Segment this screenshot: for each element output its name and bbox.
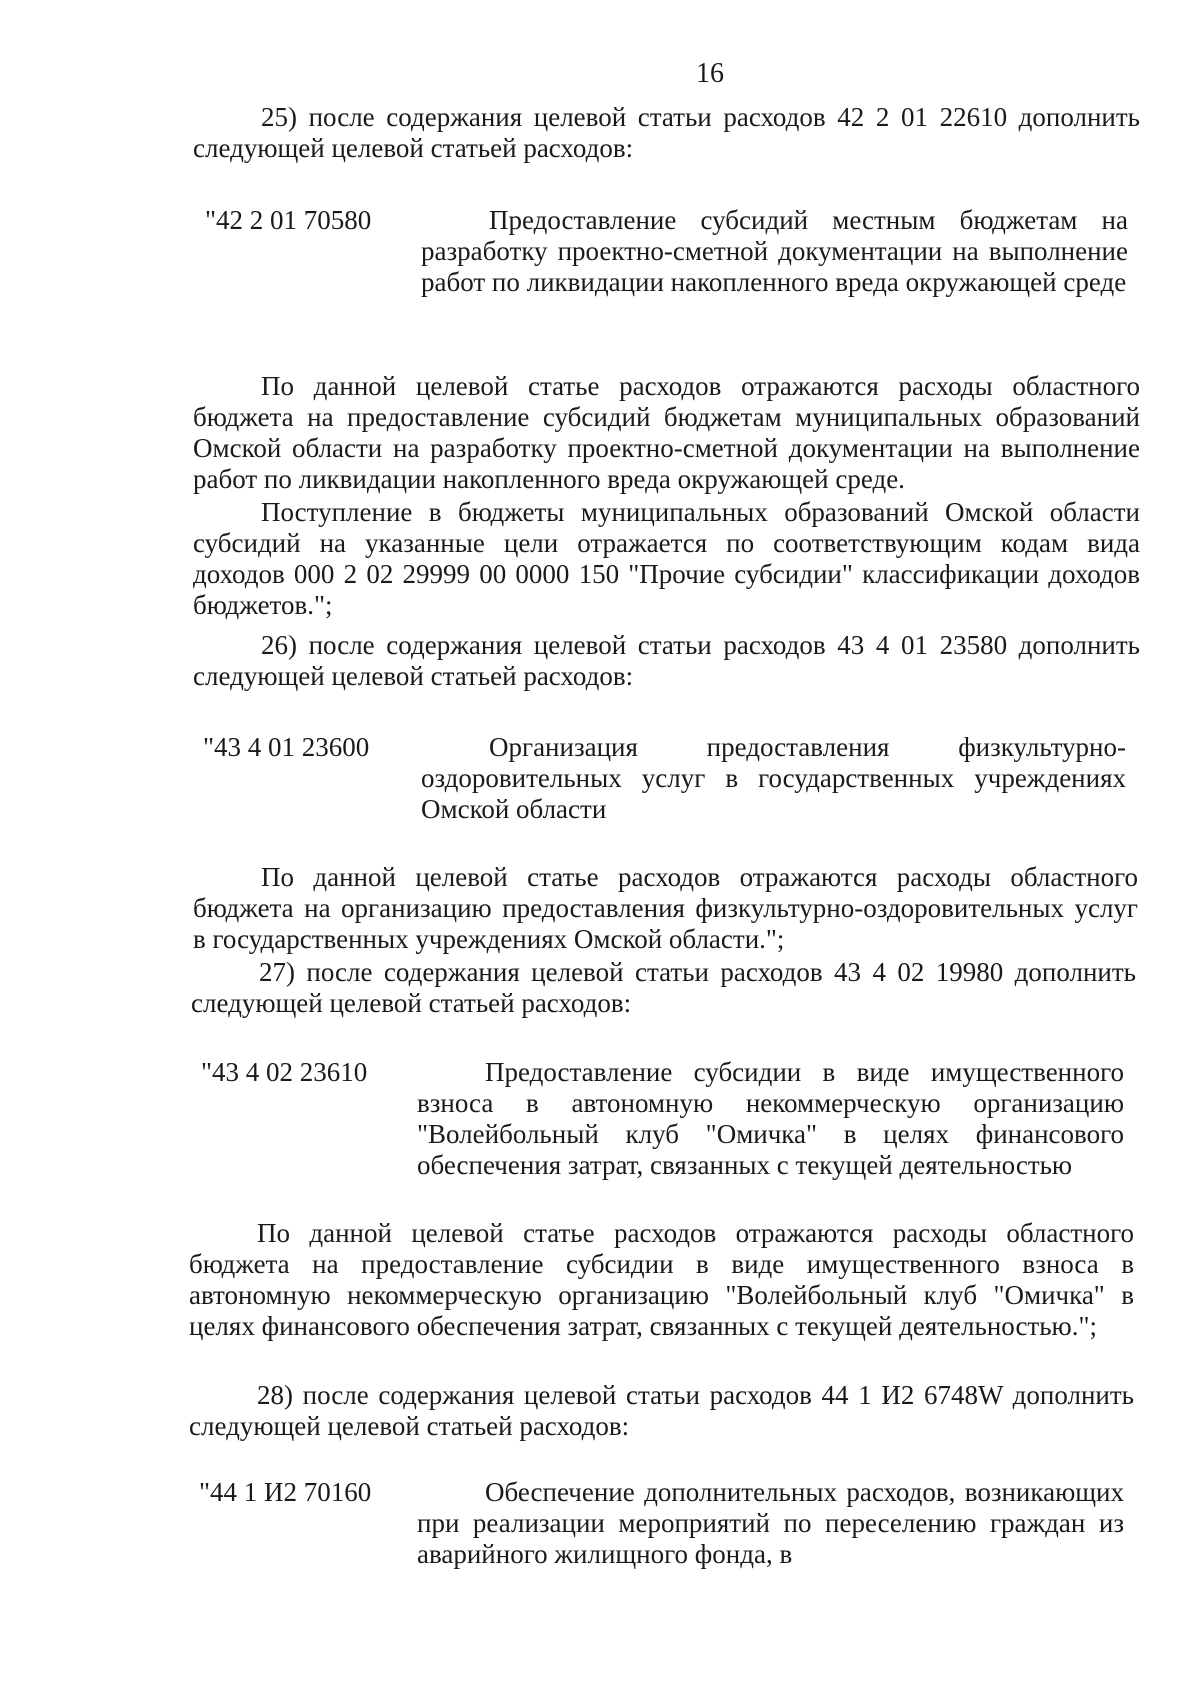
item-28-code: "44 1 И2 70160: [199, 1477, 372, 1507]
page-number: 16: [696, 58, 724, 89]
item-26-code: "43 4 01 23600: [203, 732, 370, 762]
item-26-description: Организация предоставления физкультурно-оздоровительных услуг в государственных учреждениях Омской области: [421, 732, 1126, 824]
item-28-intro: 28) после содержания целевой статьи расходов 44 1 И2 6748W дополнить следующей целевой статьей расходов:: [189, 1380, 1134, 1441]
item-25-description: Предоставление субсидий местным бюджетам на разработку проектно-сметной документации на выполнение работ по ликвидации накопленного вреда окружающей среде: [421, 205, 1128, 297]
item-25-paragraph-2: Поступление в бюджеты муниципальных образований Омской области субсидий на указанные цели отражается по соответствующим кодам вида доходов 000 2 02 29999 00 0000 150 "Прочие субсидии" классификации доходов бюджетов.";: [193, 497, 1140, 620]
item-27-paragraph-1: По данной целевой статье расходов отражаются расходы областного бюджета на предоставление субсидии в виде имущественного взноса в автономную некоммерческую организацию "Волейбольный клуб "Омичка" в целях финансового обеспечения затрат, связанных с текущей деятельностью.";: [189, 1218, 1134, 1341]
item-25-intro: 25) после содержания целевой статьи расходов 42 2 01 22610 дополнить следующей целевой статьей расходов:: [193, 102, 1140, 163]
item-26-paragraph-1: По данной целевой статье расходов отражаются расходы областного бюджета на организацию предоставления физкультурно-оздоровительных услуг в государственных учреждениях Омской области.";: [193, 862, 1138, 954]
item-26-intro: 26) после содержания целевой статьи расходов 43 4 01 23580 дополнить следующей целевой статьей расходов:: [193, 630, 1140, 691]
item-27-code: "43 4 02 23610: [201, 1057, 368, 1087]
item-27-description: Предоставление субсидии в виде имущественного взноса в автономную некоммерческую организацию "Волейбольный клуб "Омичка" в целях финансового обеспечения затрат, связанных с текущей деятельностью: [417, 1057, 1124, 1180]
item-25-code: "42 2 01 70580: [205, 205, 372, 235]
item-25-paragraph-1: По данной целевой статье расходов отражаются расходы областного бюджета на предоставление субсидий бюджетам муниципальных образований Омской области на разработку проектно-сметной документации на выполнение работ по ликвидации накопленного вреда окружающей среде.: [193, 371, 1140, 494]
item-28-description: Обеспечение дополнительных расходов, возникающих при реализации мероприятий по переселению граждан из аварийного жилищного фонда, в: [417, 1477, 1124, 1569]
item-27-intro: 27) после содержания целевой статьи расходов 43 4 02 19980 дополнить следующей целевой статьей расходов:: [191, 957, 1136, 1018]
